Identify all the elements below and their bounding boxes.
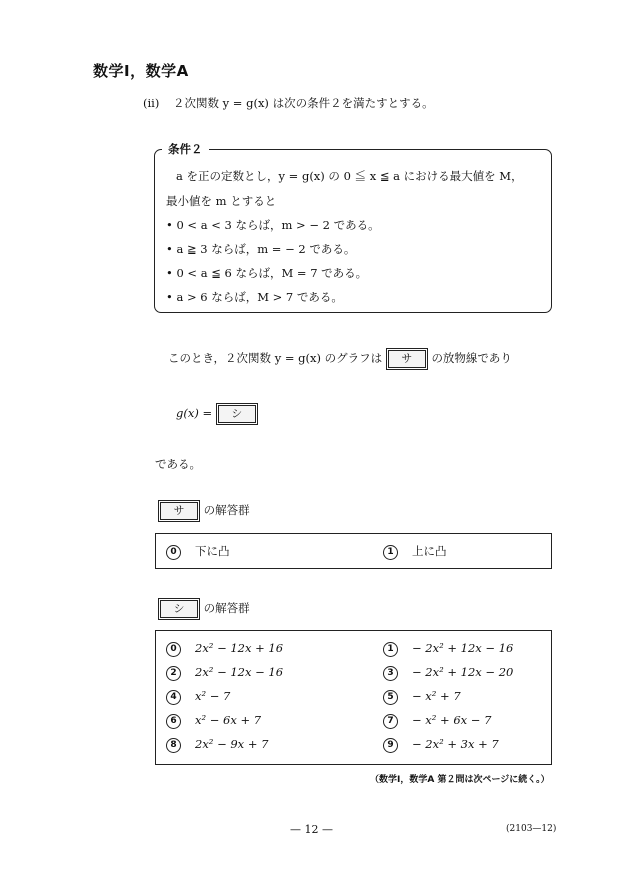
group-shi-heading <box>158 598 250 620</box>
choice-shi-5[interactable] <box>383 689 461 705</box>
choice-sa-1[interactable] <box>383 543 447 560</box>
choice-text: − 2x² + 12x − 16 <box>412 641 514 655</box>
choice-shi-0[interactable] <box>166 641 283 657</box>
choice-number: 5 <box>383 690 398 705</box>
group-shi-box <box>158 598 200 620</box>
choice-text: 2x² − 12x − 16 <box>195 665 284 679</box>
exam-code: (2103—12) <box>506 824 557 834</box>
choice-number: 0 <box>166 545 181 560</box>
choice-shi-6[interactable] <box>166 713 261 729</box>
choice-number: 2 <box>166 666 181 681</box>
choice-shi-2[interactable] <box>166 665 283 681</box>
choice-text: − x² + 7 <box>412 689 461 703</box>
condition-intro-1: a を正の定数とし，y = g(x) の 0 ≦ x ≦ a における最大値を M， <box>176 169 523 183</box>
condition-item: • 0 < a ≦ 6 ならば，M = 7 である。 <box>166 266 368 280</box>
condition-item: • a ≧ 3 ならば，m = − 2 である。 <box>166 242 356 256</box>
choice-text: x² − 6x + 7 <box>195 713 262 727</box>
condition-item: • 0 < a < 3 ならば，m > − 2 である。 <box>166 218 380 232</box>
group-sa-box-label: サ <box>160 502 198 520</box>
choice-text: 上に凸 <box>412 544 447 558</box>
question-text: ２次関数 y = g(x) は次の条件２を満たすとする。 <box>173 96 434 110</box>
body-line-1 <box>168 348 512 370</box>
choice-number: 8 <box>166 738 181 753</box>
choice-shi-1[interactable] <box>383 641 513 657</box>
choice-shi-4[interactable] <box>166 689 230 705</box>
answer-box-shi[interactable] <box>216 403 258 425</box>
body-line-3: である。 <box>155 457 201 471</box>
choice-number: 1 <box>383 545 398 560</box>
choice-number: 7 <box>383 714 398 729</box>
gx-label: g(x) = <box>176 406 213 420</box>
answer-box-sa-label: サ <box>388 350 426 368</box>
choice-number: 0 <box>166 642 181 657</box>
choice-number: 6 <box>166 714 181 729</box>
body-line-1-pre: このとき，２次関数 y = g(x) のグラフは <box>168 351 383 365</box>
group-shi-label: の解答群 <box>203 601 250 615</box>
answer-box-shi-label: シ <box>218 405 256 423</box>
condition-intro-2: 最小値を m とすると <box>166 194 277 208</box>
body-line-1-post: の放物線であり <box>431 351 512 365</box>
choice-text: − 2x² + 12x − 20 <box>412 665 514 679</box>
group-sa-label: の解答群 <box>203 503 250 517</box>
choice-number: 9 <box>383 738 398 753</box>
body-line-2 <box>176 403 258 425</box>
choice-number: 3 <box>383 666 398 681</box>
choice-text: − 2x² + 3x + 7 <box>412 737 499 751</box>
group-shi-box-label: シ <box>160 600 198 618</box>
choice-sa-0[interactable] <box>166 543 230 560</box>
choice-shi-8[interactable] <box>166 737 268 753</box>
choice-text: 下に凸 <box>195 544 230 558</box>
choice-shi-9[interactable] <box>383 737 499 753</box>
answer-box-sa[interactable] <box>386 348 428 370</box>
condition-label: 条件２ <box>162 141 209 157</box>
page-number: — 12 — <box>290 823 333 836</box>
condition-item: • a > 6 ならば，M > 7 である。 <box>166 290 343 304</box>
group-sa-box <box>158 500 200 522</box>
page-title: 数学Ⅰ，数学A <box>93 62 189 80</box>
continuation-note: （数学Ⅰ，数学A 第２問は次ページに続く。） <box>370 775 550 785</box>
question-number: (ii) <box>143 96 160 110</box>
choice-text: x² − 7 <box>195 689 231 703</box>
choice-number: 1 <box>383 642 398 657</box>
choice-shi-3[interactable] <box>383 665 513 681</box>
choice-text: − x² + 6x − 7 <box>412 713 492 727</box>
choice-text: 2x² − 12x + 16 <box>195 641 284 655</box>
question-stem <box>143 95 434 111</box>
choice-text: 2x² − 9x + 7 <box>195 737 269 751</box>
group-sa-heading <box>158 500 250 522</box>
choice-number: 4 <box>166 690 181 705</box>
choice-shi-7[interactable] <box>383 713 491 729</box>
